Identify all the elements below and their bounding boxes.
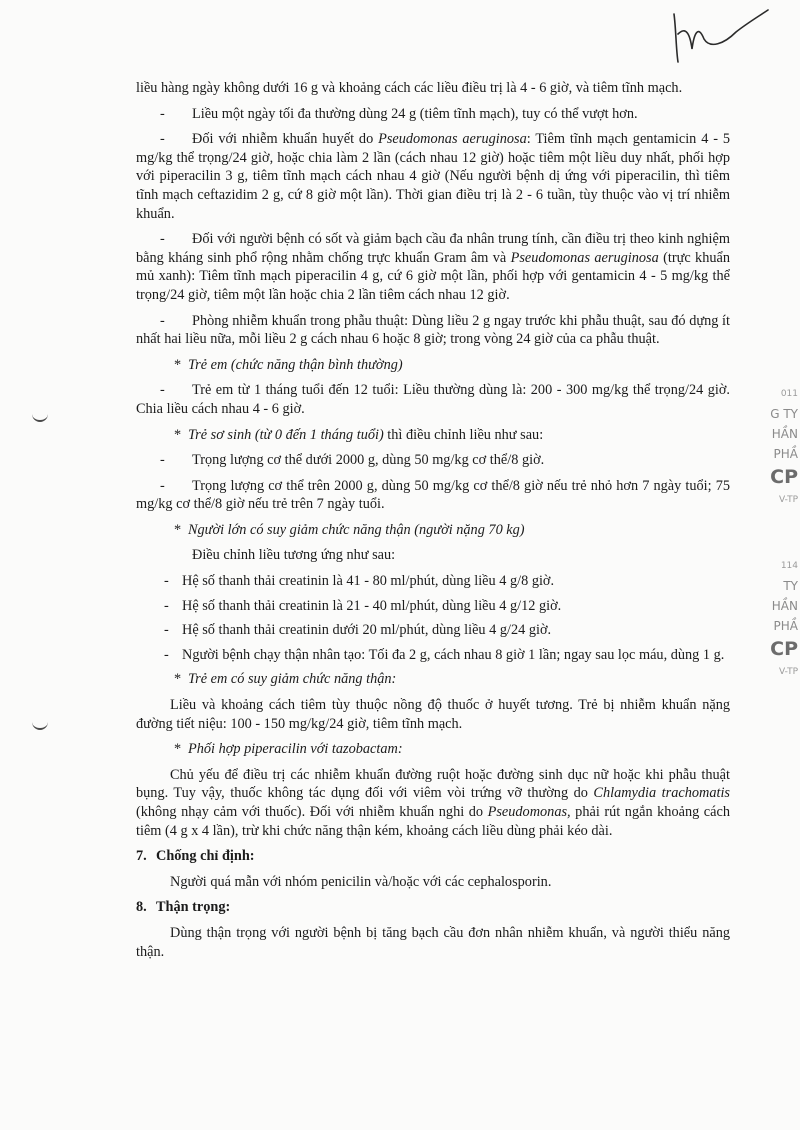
list-item-text: Hệ số thanh thải creatinin dưới 20 ml/phút, dùng liều 4 g/24 giờ.	[182, 622, 552, 639]
margin-stamp-fragment: 011 G TY HẦN PHẦ CP V-TP	[770, 389, 798, 505]
subheading-adult-renal	[136, 521, 730, 540]
section-heading-contraindications	[136, 847, 730, 866]
section-title: Thận trọng:	[156, 899, 231, 916]
subheading-rest: thì điều chỉnh liều như sau:	[383, 426, 544, 443]
star-marker: *	[174, 741, 182, 758]
star-marker: *	[174, 426, 182, 443]
dash-marker: -	[160, 477, 165, 494]
paragraph-text: Đối với nhiễm khuẩn huyết do	[192, 131, 379, 148]
paragraph: Người quá mẫn với nhóm penicilin và/hoặc với các cephalosporin.	[170, 873, 552, 890]
bullet-paragraph	[136, 105, 730, 124]
subheading-text: Người lớn có suy giảm chức năng thận (người nặng 70 kg)	[188, 521, 525, 538]
dash-marker: -	[160, 312, 165, 329]
bullet-paragraph	[136, 381, 730, 418]
dash-marker: -	[160, 131, 165, 148]
paragraph: Liều và khoảng cách tiêm tùy thuộc nồng độ thuốc ở huyết tương. Trẻ bị nhiễm khuẩn nặng đường tiết niệu: 100 - 150 mg/kg/24 giờ, tiêm tĩnh mạch.	[136, 697, 730, 732]
bullet-paragraph	[136, 130, 730, 223]
dash-marker: -	[160, 452, 165, 469]
subheading-text: Phối hợp piperacilin với tazobactam:	[188, 741, 403, 758]
dash-marker: -	[160, 382, 165, 399]
binder-hole-mark	[32, 410, 48, 422]
binder-hole-mark	[32, 718, 48, 730]
document-body	[136, 79, 730, 968]
dash-marker: -	[164, 573, 169, 590]
handwritten-signature	[664, 4, 774, 68]
list-item	[136, 646, 730, 665]
paragraph-text: Trẻ em từ 1 tháng tuổi đến 12 tuổi: Liều thường dùng là: 200 - 300 mg/kg thể trọng/24 giờ. Chia liều cách nhau 4 - 6 giờ.	[136, 382, 730, 417]
subheading-text: Trẻ sơ sinh (từ 0 đến 1 tháng tuổi)	[188, 426, 384, 443]
list-item	[136, 572, 730, 591]
list-item	[136, 621, 730, 640]
paragraph	[136, 766, 730, 840]
bullet-paragraph	[136, 451, 730, 470]
organism-name: Chlamydia trachomatis	[593, 785, 730, 802]
paragraph-text: phải rút ngắn khoảng cách tiêm (4 g x 4 lần), trừ khi chức năng thận kém, khoảng cách liều dùng phải kéo dài.	[136, 804, 730, 839]
star-marker: *	[174, 671, 182, 688]
subheading-child	[136, 356, 730, 375]
subheading-combination	[136, 740, 730, 759]
paragraph-text: Chủ yếu để điều trị các nhiễm khuẩn đường ruột hoặc đường sinh dục nữ hoặc khi phẫu thuật bụng. Tuy vậy, thuốc không tác dụng đối với viêm vòi trứng vỡ thường do	[136, 766, 730, 802]
organism-name: Pseudomonas,	[487, 804, 571, 820]
dash-marker: -	[164, 646, 169, 663]
bullet-paragraph	[136, 230, 730, 304]
section-number: 7.	[136, 848, 147, 865]
subheading-text: Trẻ em (chức năng thận bình thường)	[188, 356, 403, 373]
star-marker: *	[174, 521, 182, 538]
paragraph-text: : Tiêm tĩnh mạch gentamicin 4 - 5 mg/kg thể trọng/24 giờ, hoặc chia làm 2 lần (cách nhau 12 giờ) hoặc tiêm một liều duy nhất, phối hợp với piperacilin 3 g, tiêm tĩnh mạch cách nhau 4 giờ (Nếu người bệnh dị ứng với piperacilin, thì tiêm tĩnh mạch ceftazidim 2 g, cứ 8 giờ một lần). Thời gian điều trị là 2 - 6 tuần, tùy thuộc vào vị trí nhiễm khuẩn.	[136, 131, 730, 222]
bullet-paragraph	[136, 312, 730, 349]
list-item-text: Người bệnh chạy thận nhân tạo: Tối đa 2 g, cách nhau 8 giờ 1 lần; ngay sau lọc máu, dùng 1 g.	[182, 646, 725, 663]
dash-marker: -	[164, 622, 169, 639]
paragraph-text: Trọng lượng cơ thể dưới 2000 g, dùng 50 mg/kg cơ thể/8 giờ.	[192, 452, 545, 469]
subheading-child-renal	[136, 670, 730, 689]
subheading-newborn	[136, 426, 730, 445]
paragraph-text: (không nhạy cảm với thuốc). Đối với nhiễm khuẩn nghi do	[136, 804, 488, 820]
paragraph-text: Trọng lượng cơ thể trên 2000 g, dùng 50 mg/kg cơ thể/8 giờ nếu trẻ nhỏ hơn 7 ngày tuổi; 75 mg/kg cơ thể/8 giờ nếu trẻ trên 7 ngày tuổi.	[136, 477, 730, 513]
dash-marker: -	[160, 105, 165, 122]
subheading-text: Trẻ em có suy giảm chức năng thận:	[188, 671, 397, 688]
dash-marker: -	[164, 597, 169, 614]
organism-name: Pseudomonas aeruginosa	[378, 131, 527, 148]
dash-marker: -	[160, 231, 165, 248]
section-heading-precautions	[136, 898, 730, 917]
section-title: Chống chỉ định:	[156, 848, 255, 865]
list-item	[136, 597, 730, 616]
list-item-text: Hệ số thanh thải creatinin là 21 - 40 ml/phút, dùng liều 4 g/12 giờ.	[182, 597, 562, 614]
paragraph: liều hàng ngày không dưới 16 g và khoảng cách các liều điều trị là 4 - 6 giờ, và tiêm tĩnh mạch.	[136, 80, 683, 96]
paragraph-text: Liều một ngày tối đa thường dùng 24 g (tiêm tĩnh mạch), tuy có thể vượt hơn.	[192, 105, 638, 122]
section-number: 8.	[136, 899, 147, 916]
paragraph-text: Đối với người bệnh có sốt và giảm bạch cầu đa nhân trung tính, cần điều trị theo kinh nghiệm bằng kháng sinh phổ rộng nhằm chống trực khuẩn Gram âm và	[136, 231, 730, 266]
paragraph-text: Phòng nhiễm khuẩn trong phẫu thuật: Dùng liều 2 g ngay trước khi phẫu thuật, sau đó dựng ít nhất hai liều nữa, mỗi liều 2 g cách nhau 6 hoặc 8 giờ; trong vòng 24 giờ của ca phẫu thuật.	[136, 312, 730, 348]
organism-name: Pseudomonas aeruginosa	[510, 249, 659, 266]
margin-stamp-fragment: 114 TY HẦN PHẦ CP V-TP	[770, 561, 798, 677]
paragraph-text: (trực khuẩn mủ xanh): Tiêm tĩnh mạch piperacilin 4 g, cứ 6 giờ một lần, phối hợp với gentamicin 4 - 5 mg/kg thể trọng/24 giờ, tiêm một lần hoặc chia 2 lần tiêm cách nhau 12 giờ.	[136, 249, 730, 303]
paragraph: Điều chỉnh liều tương ứng như sau:	[192, 547, 396, 564]
paragraph: Dùng thận trọng với người bệnh bị tăng bạch cầu đơn nhân nhiễm khuẩn, và người thiểu năng thận.	[136, 924, 730, 960]
bullet-paragraph	[136, 477, 730, 514]
list-item-text: Hệ số thanh thải creatinin là 41 - 80 ml/phút, dùng liều 4 g/8 giờ.	[182, 573, 555, 590]
star-marker: *	[174, 356, 182, 373]
